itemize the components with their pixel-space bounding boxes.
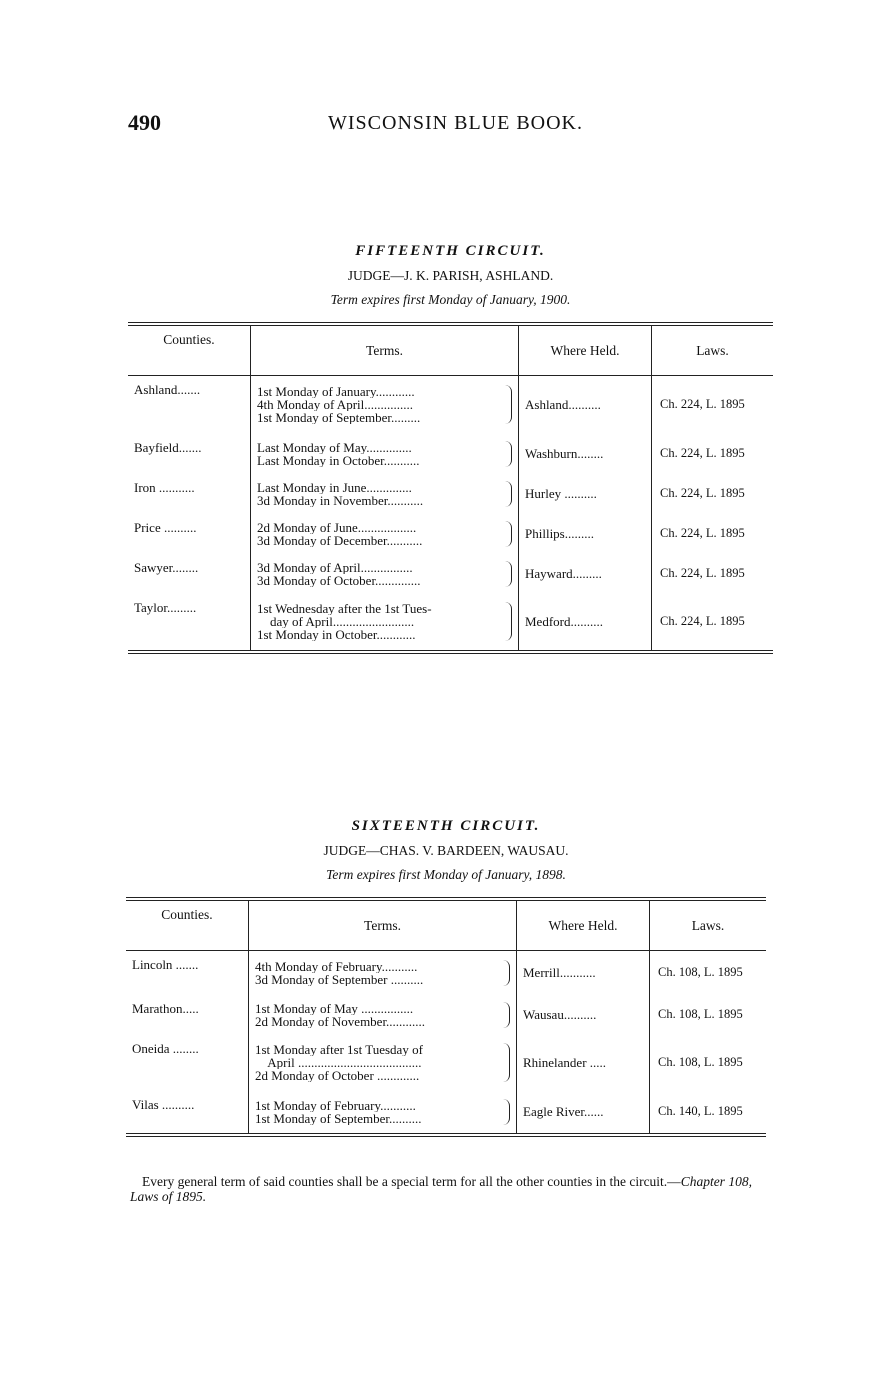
term-line: 2d Monday of October ............. — [255, 1069, 420, 1082]
circuit-section-fifteenth — [128, 243, 773, 654]
terms-cell — [249, 1091, 517, 1135]
brace-icon — [501, 1099, 510, 1125]
brace-icon — [503, 441, 512, 467]
terms-cell — [251, 434, 519, 474]
column-header-where-held: Where Held. — [517, 899, 650, 951]
terms-cell — [249, 995, 517, 1035]
circuit-title: SIXTEENTH CIRCUIT. — [351, 818, 541, 834]
term-line: 3d Monday of September .......... — [255, 972, 424, 986]
term-line: Last Monday in October........... — [257, 453, 420, 467]
term-line: day of April......................... — [257, 615, 415, 628]
term-line: April ...................................... — [255, 1056, 422, 1069]
table-row — [126, 995, 766, 1035]
county-cell: Bayfield....... — [134, 439, 202, 455]
terms-cell — [251, 514, 519, 554]
laws-cell: Ch. 224, L. 1895 — [652, 434, 774, 474]
table-row — [126, 1035, 766, 1091]
brace-icon — [501, 1002, 510, 1028]
laws-cell: Ch. 224, L. 1895 — [652, 474, 774, 514]
where-held-cell: Eagle River...... — [517, 1091, 650, 1135]
terms-cell — [249, 1035, 517, 1091]
term-line: 1st Monday of May ................ — [255, 1001, 414, 1015]
term-line: 4th Monday of April............... — [257, 398, 413, 412]
term-line: 2d Monday of November............ — [255, 1014, 426, 1028]
county-cell: Iron ........... — [134, 479, 195, 495]
term-line: 4th Monday of February........... — [255, 959, 418, 973]
column-header-terms: Terms. — [249, 899, 517, 951]
county-cell: Ashland....... — [134, 382, 201, 397]
table-header-row — [126, 899, 766, 951]
table-row — [128, 594, 773, 652]
column-header-terms: Terms. — [251, 324, 519, 376]
term-line: 2d Monday of June.................. — [257, 520, 417, 534]
circuit-title: FIFTEENTH CIRCUIT. — [355, 243, 546, 259]
table-row — [128, 434, 773, 474]
table-row — [128, 554, 773, 594]
county-cell: Vilas .......... — [132, 1096, 195, 1112]
brace-icon — [503, 521, 512, 547]
footnote — [130, 1174, 770, 1204]
laws-cell: Ch. 108, L. 1895 — [650, 995, 767, 1035]
where-held-cell: Rhinelander ..... — [517, 1035, 650, 1091]
laws-cell: Ch. 108, L. 1895 — [650, 951, 767, 995]
term-line: 3d Monday of December........... — [257, 533, 423, 547]
laws-cell: Ch. 140, L. 1895 — [650, 1091, 767, 1135]
term-line: 1st Monday in October............ — [257, 628, 416, 641]
county-cell: Oneida ........ — [132, 1040, 199, 1056]
laws-cell: Ch. 108, L. 1895 — [650, 1035, 767, 1091]
terms-cell — [251, 376, 519, 434]
laws-cell: Ch. 224, L. 1895 — [652, 554, 774, 594]
column-header-counties: Counties. — [126, 899, 249, 951]
term-line: 1st Monday of September......... — [257, 411, 421, 425]
running-head: WISCONSIN BLUE BOOK. — [328, 112, 583, 134]
brace-icon — [501, 960, 510, 986]
circuit-table — [128, 322, 773, 654]
page-header — [128, 110, 768, 140]
county-cell: Price .......... — [134, 519, 197, 535]
circuit-section-sixteenth — [126, 818, 766, 1137]
terms-cell — [249, 951, 517, 995]
terms-cell — [251, 594, 519, 652]
term-line: 1st Monday of September.......... — [255, 1111, 422, 1125]
term-line: 1st Monday after 1st Tuesday of — [255, 1043, 423, 1056]
term-line: 1st Monday of February........... — [255, 1098, 416, 1112]
terms-cell — [251, 554, 519, 594]
table-row — [126, 951, 766, 995]
term-expires: Term expires first Monday of January, 1898. — [326, 867, 566, 882]
brace-icon — [503, 561, 512, 587]
where-held-cell: Ashland.......... — [519, 376, 652, 434]
where-held-cell: Washburn........ — [519, 434, 652, 474]
laws-cell: Ch. 224, L. 1895 — [652, 594, 774, 652]
circuit-table — [126, 897, 766, 1137]
where-held-cell: Medford.......... — [519, 594, 652, 652]
where-held-cell: Phillips......... — [519, 514, 652, 554]
term-line: 3d Monday of October.............. — [257, 573, 421, 587]
term-line: 1st Wednesday after the 1st Tues- — [257, 602, 432, 615]
county-cell: Taylor......... — [134, 599, 197, 615]
term-line: Last Monday in June.............. — [257, 480, 412, 494]
term-line: 1st Monday of January............ — [257, 385, 415, 399]
county-cell: Marathon..... — [132, 1000, 199, 1016]
term-line: 3d Monday in November........... — [257, 493, 424, 507]
brace-icon — [503, 385, 512, 424]
table-row — [126, 1091, 766, 1135]
column-header-laws: Laws. — [652, 324, 774, 376]
table-row — [128, 376, 773, 434]
judge-line: JUDGE—J. K. PARISH, ASHLAND. — [347, 268, 554, 283]
footnote-citation: Chapter 108, Laws of 1895. — [130, 1173, 752, 1204]
terms-cell — [251, 474, 519, 514]
county-cell: Lincoln ....... — [132, 957, 199, 972]
laws-cell: Ch. 224, L. 1895 — [652, 376, 774, 434]
footnote-text: Every general term of said counties shall be a special term for all the other counties in the circuit.— — [142, 1173, 681, 1189]
page-number: 490 — [128, 110, 161, 135]
where-held-cell: Hurley .......... — [519, 474, 652, 514]
table-row — [128, 514, 773, 554]
where-held-cell: Wausau.......... — [517, 995, 650, 1035]
table-header-row — [128, 324, 773, 376]
column-header-laws: Laws. — [650, 899, 767, 951]
where-held-cell: Hayward......... — [519, 554, 652, 594]
term-line: 3d Monday of April................ — [257, 560, 413, 574]
where-held-cell: Merrill........... — [517, 951, 650, 995]
column-header-where-held: Where Held. — [519, 324, 652, 376]
column-header-counties: Counties. — [128, 324, 251, 376]
brace-icon — [503, 481, 512, 507]
brace-icon — [503, 602, 512, 641]
term-line: Last Monday of May.............. — [257, 440, 412, 454]
term-expires: Term expires first Monday of January, 1900. — [330, 292, 571, 307]
laws-cell: Ch. 224, L. 1895 — [652, 514, 774, 554]
county-cell: Sawyer........ — [134, 559, 199, 575]
judge-line: JUDGE—CHAS. V. BARDEEN, WAUSAU. — [323, 843, 569, 858]
table-row — [128, 474, 773, 514]
brace-icon — [501, 1043, 510, 1082]
